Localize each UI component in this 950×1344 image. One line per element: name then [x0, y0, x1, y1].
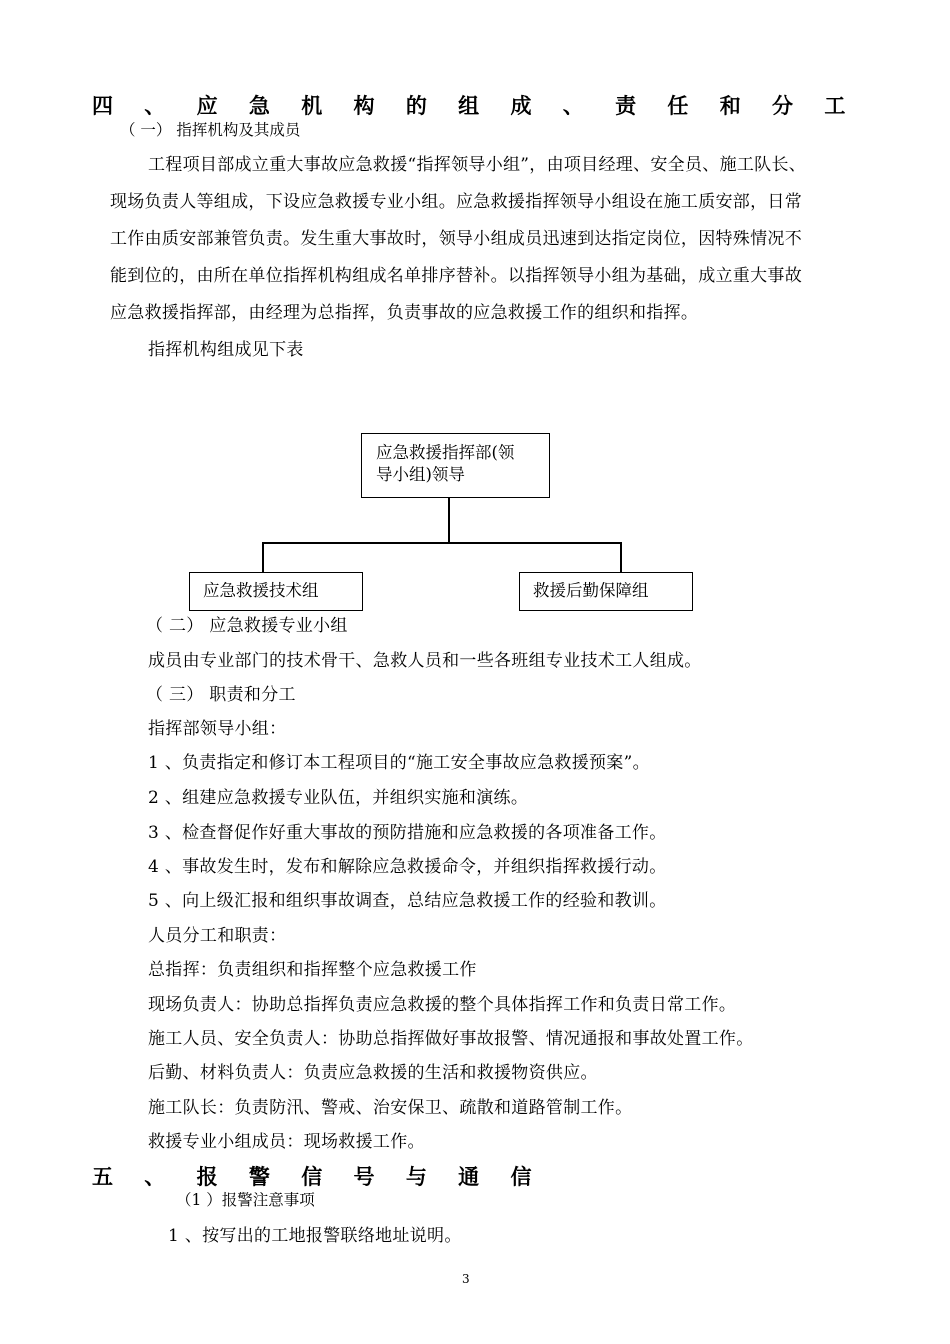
duty-item: 3 、检查督促作好重大事故的预防措施和应急救援的各项准备工作。: [148, 823, 667, 843]
duty-item: 2 、组建应急救援专业队伍，并组织实施和演练。: [148, 788, 529, 808]
org-chart-connector: [620, 542, 622, 573]
paragraph-line: 工作由质安部兼管负责。发生重大事故时，领导小组成员迅速到达指定岗位，因特殊情况不: [110, 229, 802, 249]
org-chart-connector: [262, 542, 621, 544]
org-chart-left-box: [189, 572, 363, 611]
paragraph-line: 工程项目部成立重大事故应急救援“指挥领导小组”，由项目经理、安全员、施工队长、: [148, 155, 807, 175]
staff-item: 施工队长：负责防汛、警戒、治安保卫、疏散和道路管制工作。: [148, 1098, 633, 1118]
org-chart-top-line1: 应急救援指挥部(领: [376, 443, 515, 462]
org-chart-top-line2: 导小组)领导: [376, 465, 465, 484]
paragraph-line: 能到位的，由所在单位指挥机构组成名单排序替补。以指挥领导小组为基础，成立重大事故: [110, 266, 802, 286]
subsection-1-heading: （ 一） 指挥机构及其成员: [120, 121, 301, 139]
section-5-subheading: （1 ）报警注意事项: [176, 1191, 315, 1209]
leader-heading: 指挥部领导小组：: [148, 719, 287, 739]
staff-item: 后勤、材料负责人：负责应急救援的生活和救援物资供应。: [148, 1063, 598, 1083]
duty-item: 5 、向上级汇报和组织事故调查，总结应急救援工作的经验和教训。: [148, 891, 667, 911]
staff-item: 救援专业小组成员：现场救援工作。: [148, 1132, 425, 1152]
section-5-item: 1 、按写出的工地报警联络地址说明。: [168, 1226, 462, 1246]
table-intro: 指挥机构组成见下表: [148, 340, 304, 360]
subsection-3-heading: （ 三） 职责和分工: [146, 685, 296, 705]
section-4-title: 四 、 应 急 机 构 的 组 成 、 责 任 和 分 工: [92, 93, 858, 118]
org-chart-connector: [448, 498, 450, 543]
org-chart-right-label: 救援后勤保障组: [533, 581, 649, 600]
paragraph-line: 现场负责人等组成，下设应急救援专业小组。应急救援指挥领导小组设在施工质安部，日常: [110, 192, 802, 212]
page-number: 3: [462, 1272, 470, 1286]
org-chart-connector: [262, 542, 264, 573]
staff-item: 总指挥：负责组织和指挥整个应急救援工作: [148, 960, 477, 980]
staff-item: 现场负责人：协助总指挥负责应急救援的整个具体指挥工作和负责日常工作。: [148, 995, 737, 1015]
org-chart-left-label: 应急救援技术组: [203, 581, 319, 600]
staff-item: 施工人员、安全负责人：协助总指挥做好事故报警、情况通报和事故处置工作。: [148, 1029, 754, 1049]
staff-heading: 人员分工和职责：: [148, 926, 287, 946]
subsection-2-text: 成员由专业部门的技术骨干、急救人员和一些各班组专业技术工人组成。: [148, 651, 702, 671]
paragraph-line: 应急救援指挥部，由经理为总指挥，负责事故的应急救援工作的组织和指挥。: [110, 303, 699, 323]
org-chart-top-box: [361, 433, 550, 498]
duty-item: 4 、事故发生时，发布和解除应急救援命令，并组织指挥救援行动。: [148, 857, 667, 877]
section-5-title: 五 、 报 警 信 号 与 通 信: [92, 1164, 544, 1189]
duty-item: 1 、负责指定和修订本工程项目的“施工安全事故应急救援预案”。: [148, 753, 650, 773]
org-chart-right-box: [519, 572, 693, 611]
subsection-2-heading: （ 二） 应急救援专业小组: [146, 616, 348, 636]
